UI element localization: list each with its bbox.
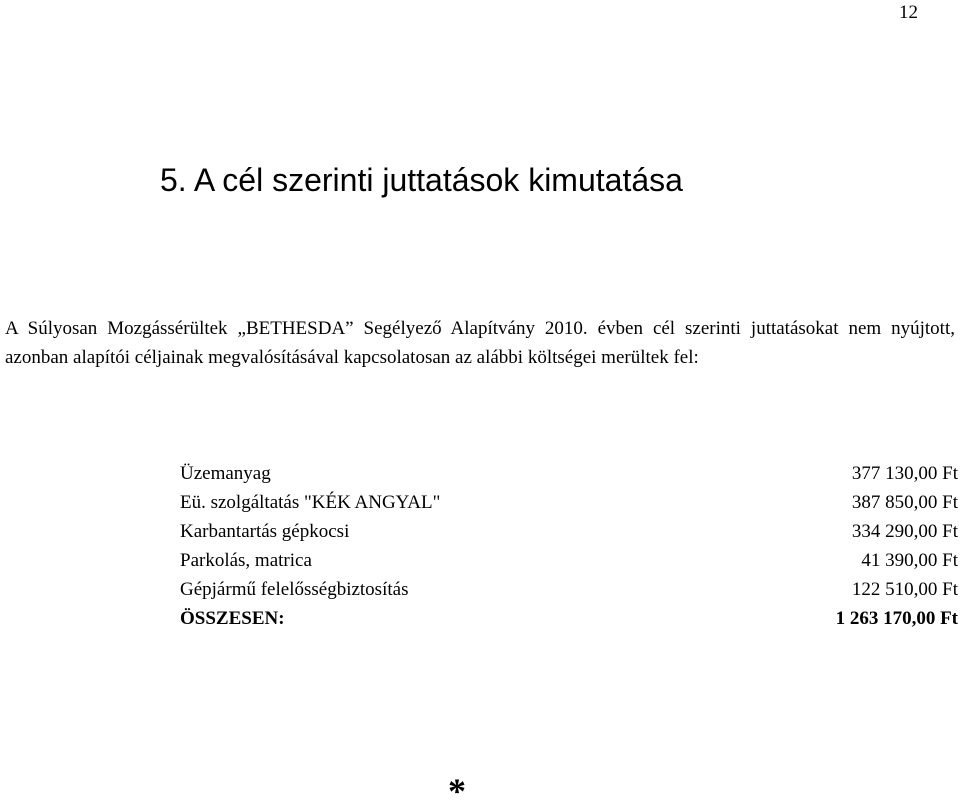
table-row — [180, 517, 958, 546]
cost-table — [180, 459, 958, 633]
page-number: 12 — [899, 2, 918, 23]
section-title: 5. A cél szerinti juttatások kimutatása — [160, 162, 683, 198]
table-row — [180, 488, 958, 517]
total-row — [180, 604, 958, 633]
cost-amount: 334 290,00 Ft — [851, 521, 958, 542]
table-row — [180, 575, 958, 604]
cost-label: Üzemanyag — [180, 463, 271, 484]
cost-label: Karbantartás gépkocsi — [180, 521, 350, 542]
cost-amount: 387 850,00 Ft — [851, 492, 958, 513]
cost-label: Eü. szolgáltatás "KÉK ANGYAL" — [180, 492, 441, 513]
table-row — [180, 546, 958, 575]
cost-label: Gépjármű felelősségbiztosítás — [180, 579, 409, 600]
table-row — [180, 459, 958, 488]
total-label: ÖSSZESEN: — [180, 608, 285, 629]
end-asterisk: * — [448, 771, 466, 811]
cost-amount: 41 390,00 Ft — [861, 550, 958, 571]
intro-paragraph: A Súlyosan Mozgássérültek „BETHESDA” Segélyező Alapítvány 2010. évben cél szerinti juttatásokat nem nyújtott, azonban alapítói céljainak megvalósításával kapcsolatosan az alábbi költségei merültek fel: — [5, 318, 955, 368]
cost-amount: 377 130,00 Ft — [851, 463, 958, 484]
cost-label: Parkolás, matrica — [180, 550, 312, 571]
cost-amount: 122 510,00 Ft — [851, 579, 958, 600]
total-amount: 1 263 170,00 Ft — [835, 608, 958, 629]
